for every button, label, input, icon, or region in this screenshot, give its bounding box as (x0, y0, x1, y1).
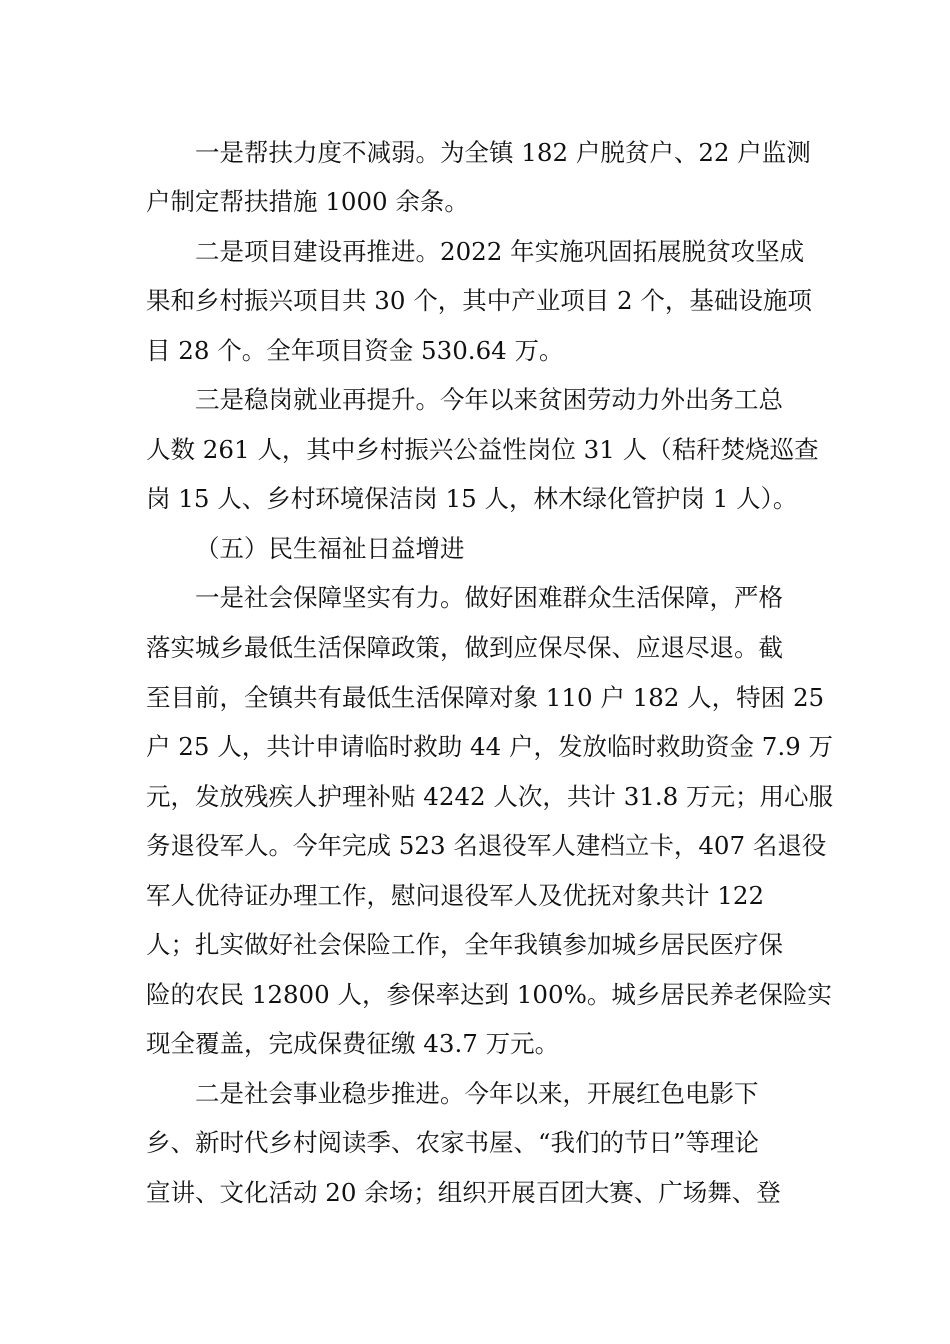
paragraph-4-line-4: 户 25 人，共计申请临时救助 44 户，发放临时救助资金 7.9 万 (146, 732, 834, 761)
paragraph-4-line-9: 险的农民 12800 人，参保率达到 100%。城乡居民养老保险实 (146, 980, 832, 1009)
paragraph-3-line-1: 三是稳岗就业再提升。今年以来贫困劳动力外出务工总 (195, 385, 783, 414)
paragraph-3-line-3: 岗 15 人、乡村环境保洁岗 15 人，林木绿化管护岗 1 人）。 (146, 484, 798, 513)
paragraph-5-line-2: 乡、新时代乡村阅读季、农家书屋、“我们的节日”等理论 (146, 1128, 760, 1157)
section-heading: （五）民生福祉日益增进 (195, 534, 465, 563)
paragraph-4-line-10: 现全覆盖，完成保费征缴 43.7 万元。 (146, 1029, 560, 1058)
paragraph-4-line-3: 至目前，全镇共有最低生活保障对象 110 户 182 人，特困 25 (146, 683, 825, 712)
paragraph-4-line-6: 务退役军人。今年完成 523 名退役军人建档立卡，407 名退役 (146, 831, 827, 860)
paragraph-4-line-1: 一是社会保障坚实有力。做好困难群众生活保障，严格 (195, 583, 783, 612)
paragraph-4-line-7: 军人优待证办理工作，慰问退役军人及优抚对象共计 122 (146, 881, 765, 910)
paragraph-5-line-3: 宣讲、文化活动 20 余场；组织开展百团大赛、广场舞、登 (146, 1178, 781, 1207)
paragraph-1-line-1: 一是帮扶力度不减弱。为全镇 182 户脱贫户、22 户监测 (195, 138, 811, 167)
paragraph-2-line-1: 二是项目建设再推进。2022 年实施巩固拓展脱贫攻坚成 (195, 237, 805, 266)
paragraph-4-line-8: 人；扎实做好社会保险工作，全年我镇参加城乡居民医疗保 (146, 930, 783, 959)
paragraph-3-line-2: 人数 261 人，其中乡村振兴公益性岗位 31 人（秸秆焚烧巡查 (146, 435, 819, 464)
paragraph-4-line-2: 落实城乡最低生活保障政策，做到应保尽保、应退尽退。截 (146, 633, 783, 662)
paragraph-4-line-5: 元，发放残疾人护理补贴 4242 人次，共计 31.8 万元；用心服 (146, 782, 834, 811)
paragraph-2-line-2: 果和乡村振兴项目共 30 个，其中产业项目 2 个，基础设施项 (146, 286, 812, 315)
paragraph-1-line-2: 户制定帮扶措施 1000 余条。 (146, 187, 469, 216)
paragraph-5-line-1: 二是社会事业稳步推进。今年以来，开展红色电影下 (195, 1079, 759, 1108)
paragraph-2-line-3: 目 28 个。全年项目资金 530.64 万。 (146, 336, 564, 365)
